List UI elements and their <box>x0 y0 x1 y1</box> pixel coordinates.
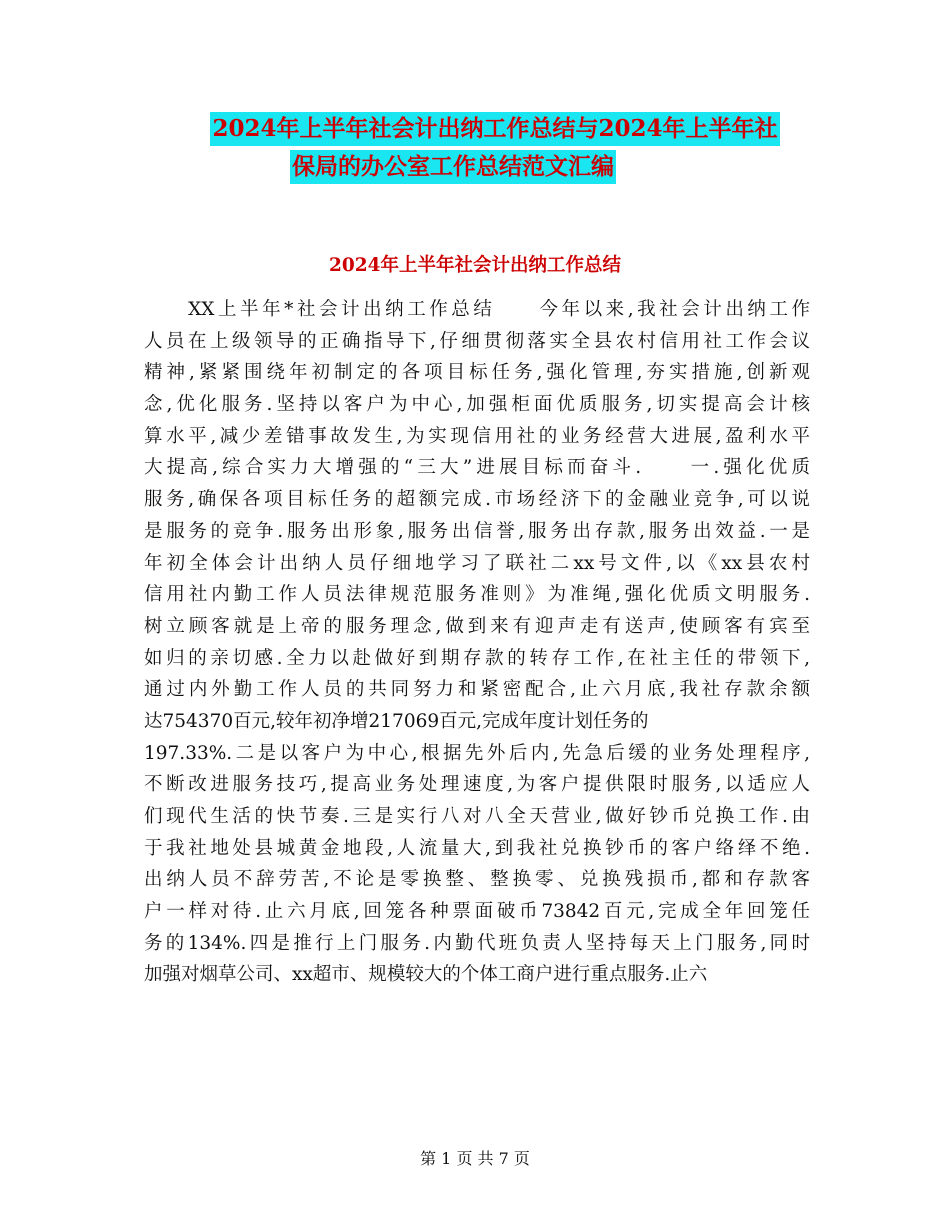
body-line: 出纳人员不辞劳苦,不论是零换整、整换零、兑换残损币,都和存款客 <box>144 869 810 891</box>
section-title: 2024年上半年社会计出纳工作总结 <box>329 255 621 276</box>
body-line: XX上半年*社会计出纳工作总结 今年以来,我社会计出纳工作 <box>144 299 810 320</box>
body-line: 达754370百元,较年初净增217069百元,完成年度计划任务的 <box>144 710 649 732</box>
body-line: 精神,紧紧围绕年初制定的各项目标任务,强化管理,夯实措施,创新观 <box>144 362 810 384</box>
document-title-line-1: 2024年上半年社会计出纳工作总结与2024年上半年社 <box>210 112 779 146</box>
body-line: 197.33%.二是以客户为中心,根据先外后内,先急后缓的业务处理程序, <box>144 742 810 764</box>
body-text <box>144 294 810 991</box>
body-line: 是服务的竞争.服务出形象,服务出信誉,服务出存款,服务出效益.一是 <box>144 520 810 542</box>
body-line: 务的134%.四是推行上门服务.内勤代班负责人坚持每天上门服务,同时 <box>144 932 810 954</box>
body-line: 通过内外勤工作人员的共同努力和紧密配合,止六月底,我社存款余额 <box>144 679 810 701</box>
body-line: 于我社地处县城黄金地段,人流量大,到我社兑换钞币的客户络绎不绝. <box>144 837 810 859</box>
body-line: 人员在上级领导的正确指导下,仔细贯彻落实全县农村信用社工作会议 <box>144 330 810 352</box>
body-line: 信用社内勤工作人员法律规范服务准则》为准绳,强化优质文明服务. <box>144 584 810 606</box>
document-title <box>0 112 950 180</box>
body-line: 服务,确保各项目标任务的超额完成.市场经济下的金融业竞争,可以说 <box>144 489 810 511</box>
body-line: 不断改进服务技巧,提高业务处理速度,为客户提供限时服务,以适应人 <box>144 774 810 796</box>
body-line: 树立顾客就是上帝的服务理念,做到来有迎声走有送声,使顾客有宾至 <box>144 615 810 637</box>
body-line: 年初全体会计出纳人员仔细地学习了联社二xx号文件,以《xx县农村 <box>144 552 810 574</box>
body-line: 们现代生活的快节奏.三是实行八对八全天营业,做好钞币兑换工作.由 <box>144 806 810 827</box>
page-footer: 第 1 页 共 7 页 <box>420 1149 530 1168</box>
document-title-line-2: 保局的办公室工作总结范文汇编 <box>290 150 616 184</box>
body-line: 如归的亲切感.全力以赴做好到期存款的转存工作,在社主任的带领下, <box>144 647 810 669</box>
body-line: 念,优化服务.坚持以客户为中心,加强柜面优质服务,切实提高会计核 <box>144 394 810 416</box>
body-line: 户一样对待.止六月底,回笼各种票面破币73842百元,完成全年回笼任 <box>144 901 810 923</box>
body-line: 加强对烟草公司、xx超市、规模较大的个体工商户进行重点服务.止六 <box>144 964 708 986</box>
body-line: 大提高,综合实力大增强的“三大”进展目标而奋斗. 一.强化优质 <box>144 457 810 479</box>
body-line: 算水平,减少差错事故发生,为实现信用社的业务经营大进展,盈利水平 <box>144 425 810 447</box>
